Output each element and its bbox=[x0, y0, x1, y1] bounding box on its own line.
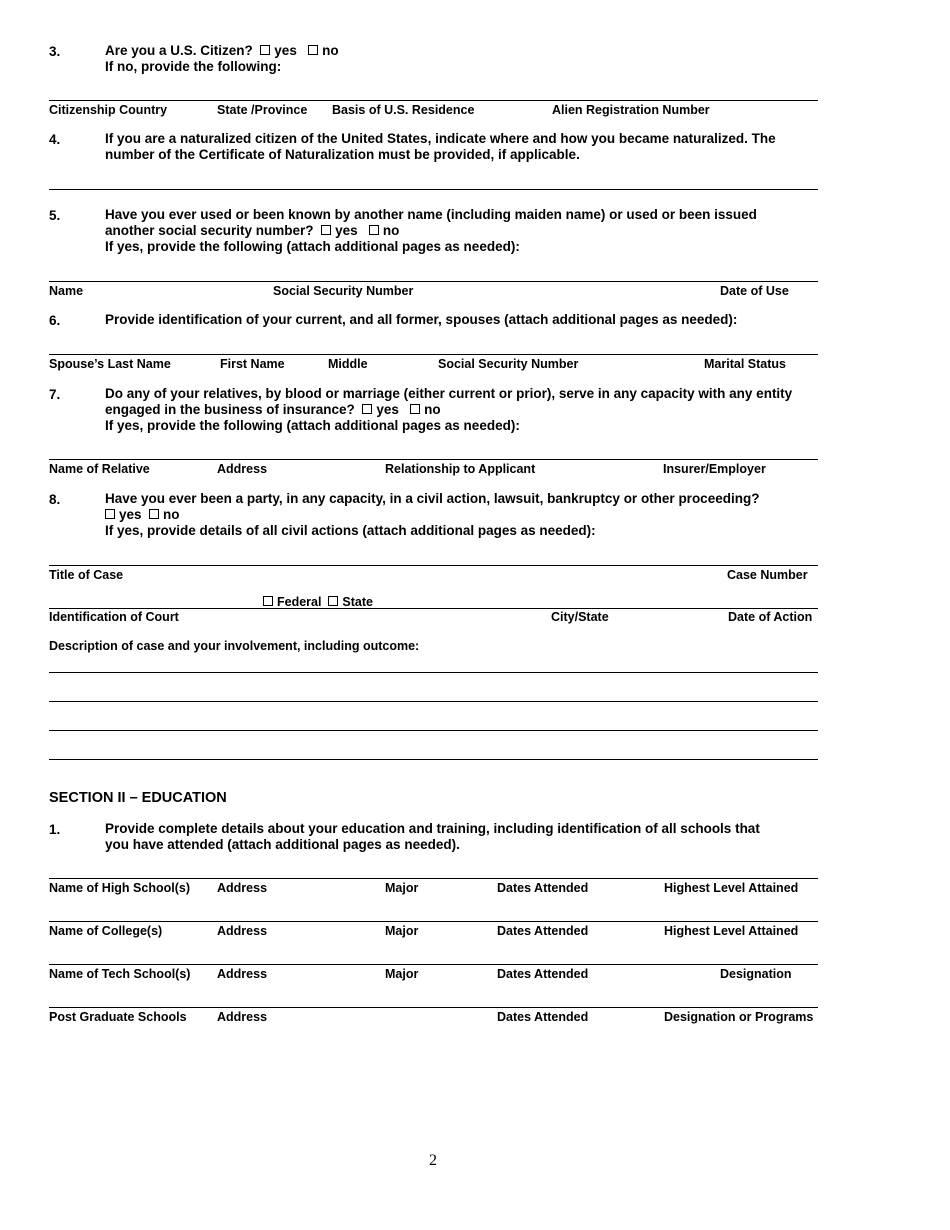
q8-title-of-case: Title of Case bbox=[49, 568, 124, 582]
q8-no-checkbox[interactable] bbox=[149, 509, 159, 519]
edu-tech-school-major: Major bbox=[385, 967, 419, 981]
q8-description-line-2[interactable] bbox=[49, 701, 818, 702]
q5-line3: If yes, provide the following (attach additional pages as needed): bbox=[105, 239, 520, 254]
edu-tech-school-line[interactable] bbox=[49, 964, 818, 965]
q7-col-address: Address bbox=[217, 462, 268, 476]
q3-col-state-province: State /Province bbox=[217, 103, 308, 117]
q6-number: 6. bbox=[49, 313, 61, 328]
q5-line1: Have you ever used or been known by another name (including maiden name) or used or been issued bbox=[105, 207, 757, 222]
q7-yes-label: yes bbox=[376, 402, 399, 417]
q5-col-ssn: Social Security Number bbox=[273, 284, 414, 298]
edu-post-grad-name: Post Graduate Schools bbox=[49, 1010, 187, 1024]
edu-high-school-line[interactable] bbox=[49, 878, 818, 879]
edu-high-school-level: Highest Level Attained bbox=[664, 881, 799, 895]
q7-no-label: no bbox=[424, 402, 441, 417]
q7-line2: engaged in the business of insurance? bbox=[105, 402, 355, 417]
q8-case-number: Case Number bbox=[727, 568, 808, 582]
q6-col-first-name: First Name bbox=[220, 357, 285, 371]
section-2-q1-line1: Provide complete details about your education and training, including identification of all schools that bbox=[105, 821, 760, 836]
q5-no-checkbox[interactable] bbox=[369, 225, 379, 235]
q8-col-court-id: Identification of Court bbox=[49, 610, 179, 624]
edu-high-school-major: Major bbox=[385, 881, 419, 895]
q6-answer-line[interactable] bbox=[49, 354, 818, 355]
edu-tech-school-address: Address bbox=[217, 967, 268, 981]
q8-description-line-1[interactable] bbox=[49, 672, 818, 673]
q3-yes-label: yes bbox=[274, 43, 297, 58]
q6-col-marital-status: Marital Status bbox=[704, 357, 786, 371]
edu-college-address: Address bbox=[217, 924, 268, 938]
q8-yes-checkbox[interactable] bbox=[105, 509, 115, 519]
q3-question: Are you a U.S. Citizen? bbox=[105, 43, 253, 58]
q7-no-checkbox[interactable] bbox=[410, 404, 420, 414]
q5-line2: another social security number? bbox=[105, 223, 314, 238]
q6-col-spouse-last-name: Spouse’s Last Name bbox=[49, 357, 171, 371]
q4-number: 4. bbox=[49, 132, 61, 147]
q8-col-city-state: City/State bbox=[551, 610, 609, 624]
q8-col-date-of-action: Date of Action bbox=[728, 610, 813, 624]
q5-yes-checkbox[interactable] bbox=[321, 225, 331, 235]
q5-text bbox=[105, 207, 757, 255]
q8-description-line-3[interactable] bbox=[49, 730, 818, 731]
q5-col-date-of-use: Date of Use bbox=[720, 284, 789, 298]
edu-college-line[interactable] bbox=[49, 921, 818, 922]
q7-answer-line[interactable] bbox=[49, 459, 818, 460]
edu-tech-school-name: Name of Tech School(s) bbox=[49, 967, 191, 981]
edu-college-dates: Dates Attended bbox=[497, 924, 589, 938]
edu-tech-school-dates: Dates Attended bbox=[497, 967, 589, 981]
q3-followup: If no, provide the following: bbox=[105, 59, 282, 74]
q3-col-citizenship-country: Citizenship Country bbox=[49, 103, 168, 117]
edu-high-school-address: Address bbox=[217, 881, 268, 895]
q5-answer-line[interactable] bbox=[49, 281, 818, 282]
q8-court-line[interactable] bbox=[49, 608, 818, 609]
q8-court-type bbox=[263, 595, 373, 609]
q3-yes-checkbox[interactable] bbox=[260, 45, 270, 55]
q5-number: 5. bbox=[49, 208, 61, 223]
q6-col-ssn: Social Security Number bbox=[438, 357, 579, 371]
q5-yes-label: yes bbox=[335, 223, 358, 238]
q5-no-label: no bbox=[382, 223, 400, 238]
q3-number: 3. bbox=[49, 44, 61, 59]
edu-high-school-dates: Dates Attended bbox=[497, 881, 589, 895]
q3-answer-line[interactable] bbox=[49, 100, 818, 101]
page-number: 2 bbox=[429, 1152, 437, 1169]
q4-line1: If you are a naturalized citizen of the United States, indicate where and how you became naturalized. The bbox=[105, 131, 776, 146]
q3-text bbox=[105, 43, 339, 75]
section-2-title: SECTION II – EDUCATION bbox=[49, 790, 227, 806]
section-2-q1-line2: you have attended (attach additional pages as needed). bbox=[105, 837, 460, 852]
edu-tech-school-designation: Designation bbox=[720, 967, 792, 981]
q5-col-name: Name bbox=[49, 284, 84, 298]
q6-col-middle: Middle bbox=[328, 357, 368, 371]
q3-no-checkbox[interactable] bbox=[308, 45, 318, 55]
section-2-q1-number: 1. bbox=[49, 822, 61, 837]
q7-line3: If yes, provide the following (attach additional pages as needed): bbox=[105, 418, 520, 433]
edu-high-school-name: Name of High School(s) bbox=[49, 881, 190, 895]
q8-state-checkbox[interactable] bbox=[328, 596, 338, 606]
edu-post-grad-address: Address bbox=[217, 1010, 268, 1024]
q8-description-line-4[interactable] bbox=[49, 759, 818, 760]
edu-post-grad-dates: Dates Attended bbox=[497, 1010, 589, 1024]
section-2-q1-text bbox=[105, 821, 760, 853]
q7-col-relationship: Relationship to Applicant bbox=[385, 462, 536, 476]
q8-federal-label: Federal bbox=[277, 595, 322, 609]
q4-answer-line[interactable] bbox=[49, 189, 818, 190]
q8-line3: If yes, provide details of all civil actions (attach additional pages as needed): bbox=[105, 523, 596, 538]
q7-text bbox=[105, 386, 792, 434]
q8-text bbox=[105, 491, 759, 539]
q7-col-name-of-relative: Name of Relative bbox=[49, 462, 150, 476]
q3-no-label: no bbox=[322, 43, 339, 58]
q7-number: 7. bbox=[49, 387, 61, 402]
q7-yes-checkbox[interactable] bbox=[362, 404, 372, 414]
q8-description-label: Description of case and your involvement, including outcome: bbox=[49, 639, 420, 653]
q6-text: Provide identification of your current, and all former, spouses (attach additional pages as needed): bbox=[105, 312, 738, 327]
q3-col-basis-residence: Basis of U.S. Residence bbox=[332, 103, 475, 117]
q8-line1: Have you ever been a party, in any capacity, in a civil action, lawsuit, bankruptcy or other proceeding? bbox=[105, 491, 760, 506]
q8-federal-checkbox[interactable] bbox=[263, 596, 273, 606]
q8-number: 8. bbox=[49, 492, 61, 507]
edu-post-grad-line[interactable] bbox=[49, 1007, 818, 1008]
q7-line1: Do any of your relatives, by blood or marriage (either current or prior), serve in any capacity with any entity bbox=[105, 386, 793, 401]
q7-col-insurer-employer: Insurer/Employer bbox=[663, 462, 766, 476]
q4-line2: number of the Certificate of Naturalization must be provided, if applicable. bbox=[105, 147, 580, 162]
edu-college-level: Highest Level Attained bbox=[664, 924, 799, 938]
edu-college-major: Major bbox=[385, 924, 419, 938]
q3-col-alien-registration: Alien Registration Number bbox=[552, 103, 710, 117]
q4-text bbox=[105, 131, 776, 163]
q8-state-label: State bbox=[342, 595, 373, 609]
q8-case-title-line[interactable] bbox=[49, 565, 818, 566]
edu-post-grad-designation: Designation or Programs bbox=[664, 1010, 814, 1024]
edu-college-name: Name of College(s) bbox=[49, 924, 163, 938]
q8-no-label: no bbox=[163, 507, 180, 522]
q8-yes-label: yes bbox=[119, 507, 142, 522]
